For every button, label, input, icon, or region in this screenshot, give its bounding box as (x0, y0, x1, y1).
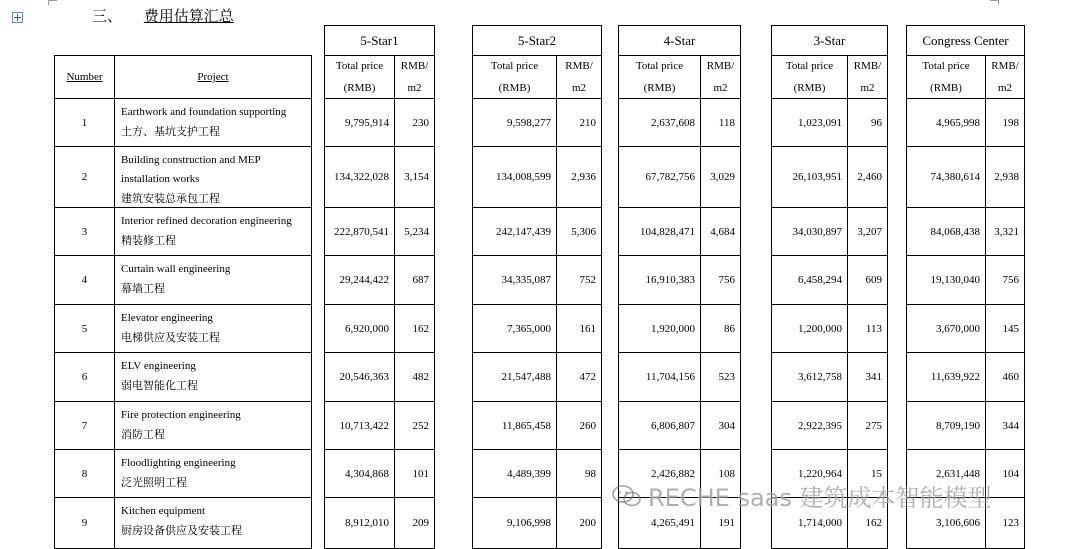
unit-price-value: 104 (1002, 467, 1019, 480)
total-price-header (771, 55, 848, 99)
unit-price-value: 96 (871, 116, 882, 129)
unit-price-header-line: m2 (997, 82, 1013, 94)
total-price-cell (324, 255, 395, 305)
unit-price-value: 756 (718, 274, 735, 286)
total-price-cell (472, 401, 557, 450)
total-price-cell (472, 304, 557, 353)
unit-price-value: 2,460 (857, 171, 882, 183)
project-name-cn: 土方、基坑支护工程 (121, 125, 220, 138)
project-name-cn: 建筑安装总承包工程 (121, 192, 220, 205)
total-price-value: 2,426,882 (651, 467, 695, 480)
group-header (906, 25, 1025, 56)
group-header (618, 25, 741, 56)
unit-price-value: 230 (412, 116, 429, 129)
project-name-en: Building construction and MEP (121, 154, 261, 166)
row-number: 3 (81, 225, 88, 238)
total-price-value: 2,922,395 (798, 419, 842, 432)
section-title: 费用估算汇总 (143, 9, 234, 25)
total-price-value: 74,380,614 (930, 171, 980, 183)
total-price-value: 1,200,000 (798, 322, 842, 335)
unit-price-cell (556, 497, 602, 549)
total-price-cell (906, 401, 986, 450)
total-price-value: 3,612,758 (798, 371, 842, 383)
total-price-value: 34,335,087 (501, 274, 551, 286)
unit-price-value: 113 (865, 322, 882, 335)
unit-price-value: 3,154 (404, 171, 429, 183)
total-price-value: 3,670,000 (936, 322, 980, 335)
total-price-cell (472, 98, 557, 147)
group-header-label: 5-Star2 (517, 32, 557, 48)
unit-price-cell (394, 98, 435, 147)
total-price-cell (472, 207, 557, 256)
total-price-value: 4,265,491 (651, 517, 695, 529)
row-number-cell (54, 98, 115, 147)
row-number: 2 (81, 171, 88, 183)
unit-price-cell (985, 146, 1025, 208)
unit-price-cell (847, 352, 888, 402)
unit-price-value: 162 (865, 517, 882, 529)
project-name-en: Curtain wall engineering (121, 263, 231, 275)
unit-price-header-line: RMB/ (853, 60, 882, 72)
total-price-cell (324, 497, 395, 549)
unit-price-cell (847, 401, 888, 450)
total-price-header-line: Total price (335, 60, 384, 72)
total-price-cell (324, 207, 395, 256)
unit-price-cell (556, 207, 602, 256)
unit-price-cell (556, 98, 602, 147)
project-name-cn: 精装修工程 (121, 234, 176, 247)
unit-price-cell (700, 255, 741, 305)
row-project-cell (114, 98, 312, 147)
unit-price-value: 145 (1002, 322, 1019, 335)
total-price-value: 2,637,608 (651, 116, 695, 129)
unit-price-cell (700, 98, 741, 147)
total-price-value: 4,965,998 (936, 116, 980, 129)
unit-price-cell (556, 449, 602, 498)
unit-price-header (847, 55, 888, 99)
total-price-cell (771, 207, 848, 256)
row-project-cell (114, 146, 312, 208)
unit-price-value: 3,207 (857, 225, 882, 238)
number-header-label: Number (66, 71, 103, 83)
unit-price-value: 344 (1002, 419, 1019, 432)
project-name-en: Earthwork and foundation supporting (121, 106, 287, 118)
row-number: 5 (81, 322, 88, 335)
total-price-value: 29,244,422 (339, 274, 389, 286)
total-price-cell (618, 401, 701, 450)
project-name-en: Interior refined decoration engineering (121, 215, 292, 227)
group-header (771, 25, 888, 56)
total-price-cell (771, 255, 848, 305)
unit-price-value: 275 (865, 419, 882, 432)
unit-price-cell (700, 401, 741, 450)
total-price-value: 8,912,010 (345, 517, 389, 529)
unit-price-header-line: m2 (860, 82, 875, 94)
wechat-icon (612, 484, 642, 508)
unit-price-cell (847, 146, 888, 208)
unit-price-value: 5,306 (571, 225, 596, 238)
total-price-value: 1,220,964 (798, 467, 842, 480)
row-number: 9 (81, 517, 88, 529)
total-price-value: 1,714,000 (798, 517, 842, 529)
group-header-label: 5-Star1 (360, 32, 399, 48)
total-price-value: 21,547,488 (501, 371, 551, 383)
unit-price-value: 209 (412, 517, 429, 529)
unit-price-value: 460 (1002, 371, 1019, 383)
unit-price-cell (556, 255, 602, 305)
unit-price-value: 5,234 (404, 225, 429, 238)
total-price-value: 3,106,606 (936, 517, 980, 529)
group-header-label: 3-Star (813, 32, 846, 48)
row-number-cell (54, 207, 115, 256)
unit-price-value: 200 (579, 517, 596, 529)
total-price-value: 84,068,438 (930, 225, 980, 238)
total-price-header (618, 55, 701, 99)
unit-price-value: 3,321 (994, 225, 1019, 238)
project-name-en: ELV engineering (121, 360, 196, 372)
total-price-cell (906, 207, 986, 256)
unit-price-value: 86 (724, 322, 735, 335)
unit-price-cell (985, 207, 1025, 256)
unit-price-cell (394, 497, 435, 549)
unit-price-value: 123 (1002, 517, 1019, 529)
unit-price-value: 341 (865, 371, 882, 383)
total-price-value: 104,828,471 (640, 225, 695, 238)
total-price-value: 4,489,399 (507, 467, 551, 480)
row-number-cell (54, 146, 115, 208)
row-number-cell (54, 401, 115, 450)
unit-price-cell (556, 401, 602, 450)
total-price-cell (771, 352, 848, 402)
total-price-value: 2,631,448 (936, 467, 980, 480)
total-price-value: 8,709,190 (936, 419, 980, 432)
unit-price-cell (847, 304, 888, 353)
group-header (324, 25, 435, 56)
row-number-cell (54, 304, 115, 353)
total-price-cell (472, 497, 557, 549)
unit-price-value: 118 (718, 116, 735, 129)
unit-price-header-line: m2 (713, 82, 728, 94)
unit-price-cell (394, 449, 435, 498)
total-price-value: 134,008,599 (496, 171, 551, 183)
total-price-value: 26,103,951 (792, 171, 842, 183)
total-price-cell (472, 449, 557, 498)
unit-price-value: 162 (412, 322, 429, 335)
unit-price-cell (394, 401, 435, 450)
total-price-header-line: Total price (490, 60, 539, 72)
group-header (472, 25, 602, 56)
unit-price-value: 15 (871, 467, 882, 480)
row-project-cell (114, 449, 312, 498)
unit-price-cell (700, 352, 741, 402)
total-price-cell (618, 146, 701, 208)
project-name-cn: 厨房设备供应及安装工程 (121, 524, 242, 537)
total-price-value: 10,713,422 (339, 419, 389, 432)
project-name-cn: 泛光照明工程 (121, 476, 187, 489)
group-header-label: Congress Center (922, 32, 1009, 48)
unit-price-header (985, 55, 1025, 99)
unit-price-value: 98 (585, 467, 596, 480)
project-name-en: Floodlighting engineering (121, 457, 236, 469)
unit-price-cell (556, 352, 602, 402)
total-price-value: 9,795,914 (345, 116, 389, 129)
unit-price-value: 482 (412, 371, 429, 383)
unit-price-cell (394, 304, 435, 353)
total-price-header (324, 55, 395, 99)
unit-price-cell (556, 304, 602, 353)
unit-price-value: 3,029 (710, 171, 735, 183)
total-price-cell (906, 98, 986, 147)
number-column-header (54, 55, 115, 99)
total-price-cell (906, 255, 986, 305)
total-price-cell (906, 146, 986, 208)
unit-price-value: 161 (579, 322, 596, 335)
total-price-value: 67,782,756 (645, 171, 695, 183)
total-price-value: 6,458,294 (798, 274, 842, 286)
project-name-en: Elevator engineering (121, 312, 213, 324)
total-price-cell (771, 146, 848, 208)
total-price-value: 11,704,156 (645, 371, 695, 383)
unit-price-cell (700, 207, 741, 256)
total-price-cell (906, 352, 986, 402)
total-price-cell (324, 449, 395, 498)
project-header-label: Project (197, 71, 229, 83)
total-price-header-line: Total price (785, 60, 834, 72)
total-price-value: 9,106,998 (507, 517, 551, 529)
total-price-cell (771, 98, 848, 147)
unit-price-cell (847, 255, 888, 305)
unit-price-header-line: RMB/ (706, 60, 735, 72)
row-project-cell (114, 207, 312, 256)
project-name-en: Fire protection engineering (121, 409, 241, 421)
total-price-cell (771, 304, 848, 353)
unit-price-cell (985, 304, 1025, 353)
total-price-value: 34,030,897 (792, 225, 842, 238)
unit-price-cell (847, 98, 888, 147)
unit-price-header (700, 55, 741, 99)
total-price-cell (618, 207, 701, 256)
unit-price-value: 198 (1002, 116, 1019, 129)
unit-price-cell (985, 255, 1025, 305)
unit-price-value: 756 (1002, 274, 1019, 286)
unit-price-value: 304 (718, 419, 735, 432)
total-price-cell (324, 352, 395, 402)
total-price-value: 1,023,091 (798, 116, 842, 129)
unit-price-value: 523 (718, 371, 735, 383)
total-price-value: 11,639,922 (930, 371, 980, 383)
project-name-cn: 幕墙工程 (121, 282, 165, 295)
unit-price-cell (847, 207, 888, 256)
unit-price-value: 101 (412, 467, 429, 480)
total-price-value: 16,910,383 (645, 274, 695, 286)
total-price-value: 242,147,439 (496, 225, 551, 238)
unit-price-header (556, 55, 602, 99)
row-number-cell (54, 352, 115, 402)
project-name-en: Kitchen equipment (121, 505, 206, 517)
unit-price-value: 609 (865, 274, 882, 286)
group-header-label: 4-Star (663, 32, 696, 48)
total-price-cell (324, 401, 395, 450)
total-price-cell (472, 352, 557, 402)
unit-price-cell (394, 146, 435, 208)
row-number: 1 (81, 116, 88, 129)
row-number-cell (54, 449, 115, 498)
unit-price-cell (394, 352, 435, 402)
row-number: 6 (81, 371, 88, 383)
unit-price-value: 2,938 (994, 171, 1019, 183)
total-price-cell (324, 98, 395, 147)
total-price-header (472, 55, 557, 99)
unit-price-header-line: m2 (571, 82, 587, 94)
total-price-header-line: Total price (635, 60, 684, 72)
project-name-en: installation works (121, 173, 200, 185)
project-name-cn: 电梯供应及安装工程 (121, 331, 220, 344)
unit-price-value: 260 (579, 419, 596, 432)
total-price-cell (618, 352, 701, 402)
total-price-cell (324, 304, 395, 353)
row-number-cell (54, 497, 115, 549)
unit-price-cell (394, 255, 435, 305)
total-price-cell (771, 401, 848, 450)
unit-price-cell (556, 146, 602, 208)
total-price-value: 11,865,458 (501, 419, 551, 432)
unit-price-cell (700, 146, 741, 208)
project-name-cn: 消防工程 (121, 428, 165, 441)
unit-price-value: 4,684 (710, 225, 735, 238)
unit-price-cell (394, 207, 435, 256)
unit-price-cell (985, 401, 1025, 450)
total-price-cell (618, 304, 701, 353)
unit-price-value: 210 (579, 116, 596, 129)
total-price-header-line: (RMB) (643, 82, 676, 94)
watermark-text: RECHE saas 建筑成本智能模型 (648, 484, 992, 512)
total-price-value: 4,304,868 (345, 467, 389, 480)
unit-price-value: 687 (412, 274, 429, 286)
row-number: 8 (81, 467, 88, 480)
unit-price-value: 472 (579, 371, 596, 383)
total-price-value: 134,322,028 (334, 171, 389, 183)
watermark (612, 478, 992, 513)
row-project-cell (114, 497, 312, 549)
total-price-value: 19,130,040 (930, 274, 980, 286)
unit-price-value: 2,936 (571, 171, 596, 183)
total-price-header-line: (RMB) (343, 82, 376, 94)
row-number-cell (54, 255, 115, 305)
total-price-header-line: (RMB) (930, 82, 962, 94)
unit-price-header-line: RMB/ (991, 60, 1019, 72)
project-column-header (114, 55, 312, 99)
total-price-cell (324, 146, 395, 208)
project-name-cn: 弱电智能化工程 (121, 379, 198, 392)
unit-price-header-line: m2 (407, 82, 422, 94)
total-price-cell (618, 98, 701, 147)
total-price-header (906, 55, 986, 99)
row-project-cell (114, 352, 312, 402)
total-price-value: 222,870,541 (334, 225, 389, 238)
unit-price-value: 752 (579, 274, 596, 286)
total-price-cell (618, 255, 701, 305)
row-project-cell (114, 304, 312, 353)
row-project-cell (114, 255, 312, 305)
unit-price-value: 252 (412, 419, 429, 432)
total-price-value: 6,920,000 (345, 322, 389, 335)
section-number: 三、 (92, 9, 123, 25)
unit-price-header-line: RMB/ (565, 60, 593, 72)
row-number: 7 (81, 419, 88, 432)
total-price-cell (472, 255, 557, 305)
total-price-value: 20,546,363 (339, 371, 389, 383)
row-project-cell (114, 401, 312, 450)
unit-price-header-line: RMB/ (400, 60, 429, 72)
total-price-header-line: (RMB) (793, 82, 826, 94)
total-price-cell (472, 146, 557, 208)
unit-price-cell (985, 98, 1025, 147)
row-number: 4 (81, 274, 88, 286)
total-price-value: 1,920,000 (651, 322, 695, 335)
unit-price-cell (700, 304, 741, 353)
total-price-value: 9,598,277 (507, 116, 551, 129)
total-price-value: 6,806,807 (651, 419, 695, 432)
total-price-header-line: (RMB) (498, 82, 531, 94)
unit-price-cell (985, 352, 1025, 402)
unit-price-value: 108 (718, 467, 735, 480)
total-price-header-line: Total price (922, 60, 970, 72)
total-price-value: 7,365,000 (507, 322, 551, 335)
unit-price-value: 191 (718, 517, 735, 529)
unit-price-header (394, 55, 435, 99)
total-price-cell (906, 304, 986, 353)
